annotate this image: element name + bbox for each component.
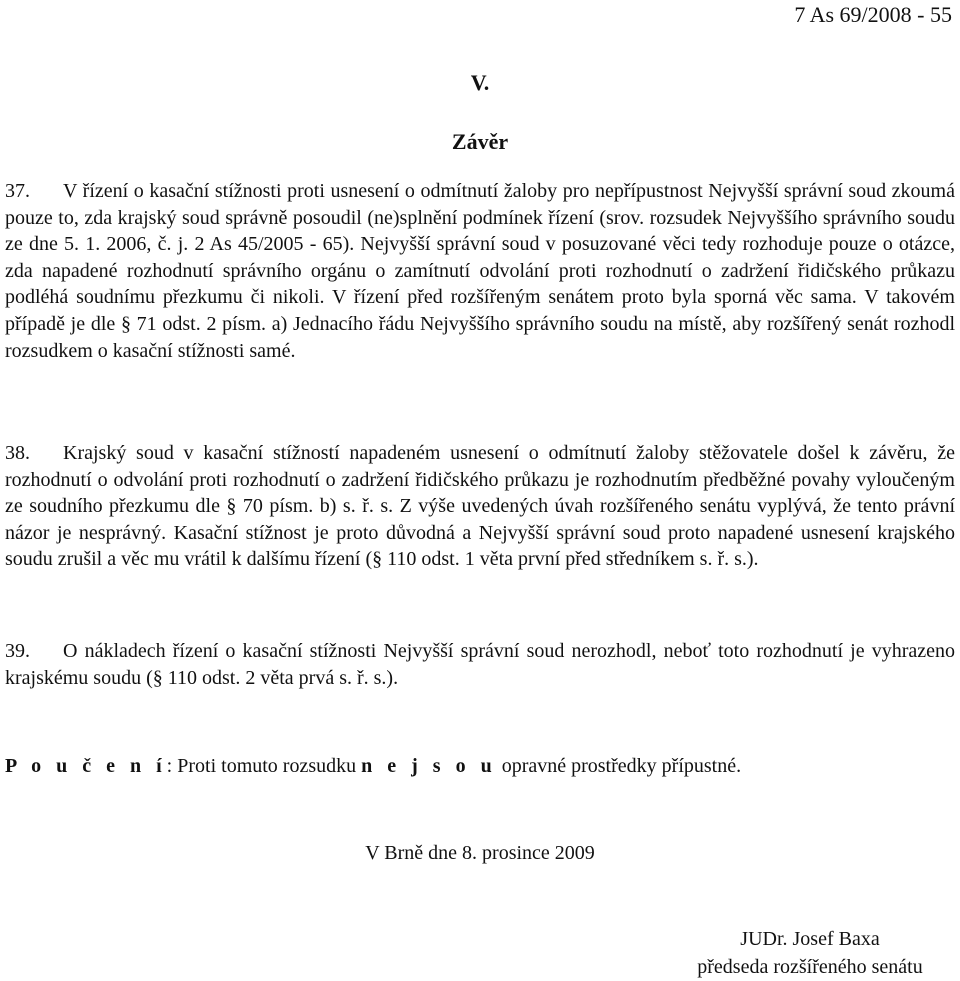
- section-number: V.: [470, 70, 490, 95]
- paragraph-38: [5, 440, 955, 573]
- signature-block: [670, 925, 950, 981]
- paragraph-text: Krajský soud v kasační stížností napadeném usnesení o odmítnutí žaloby stěžovatele došel k závěru, že rozhodnutí o odvolání proti rozhodnutí o zadržení řidičského průkazu je rozhodnutím předběžné povahy vyloučeným ze soudního přezkumu dle § 70 písm. b) s. ř. s. Z výše uvedených úvah rozšířeného senátu vyplývá, že tento právní názor je nesprávný. Kasační stížnost je proto důvodná a Nejvyšší správní soud proto napadené usnesení krajského soudu zrušil a věc mu vrátil k dalšímu řízení (§ 110 odst. 1 věta první před středníkem s. ř. s.).: [5, 442, 955, 571]
- legal-notice: [5, 755, 741, 778]
- place-and-date: V Brně dne 8. prosince 2009: [365, 842, 595, 864]
- section-title: Závěr: [451, 129, 509, 154]
- signatory-name: JUDr. Josef Baxa: [740, 928, 880, 950]
- notice-text-after: opravné prostředky přípustné.: [496, 755, 742, 777]
- paragraph-text: O nákladech řízení o kasační stížnosti Nejvyšší správní soud nerozhodl, neboť toto rozhodnutí je vyhrazeno krajskému soudu (§ 110 odst. 2 věta prvá s. ř. s.).: [5, 640, 955, 689]
- paragraph-37: [5, 178, 955, 364]
- notice-text-before: Proti tomuto rozsudku: [172, 755, 362, 777]
- paragraph-number: 38.: [5, 442, 30, 464]
- notice-label: P o u č e n í: [5, 755, 167, 777]
- paragraph-39: [5, 638, 955, 691]
- paragraph-number: 37.: [5, 180, 30, 202]
- notice-emphasis: n e j s o u: [361, 755, 497, 777]
- notice-separator: :: [166, 755, 173, 777]
- paragraph-text: V řízení o kasační stížnosti proti usnesení o odmítnutí žaloby pro nepřípustnost Nejvyšší správní soud zkoumá pouze to, zda krajský soud správně posoudil (ne)splnění podmínek řízení (srov. rozsudek Nejvyššího správního soudu ze dne 5. 1. 2006, č. j. 2 As 45/2005 - 65). Nejvyšší správní soud v posuzované věci tedy rozhoduje pouze o otázce, zda napadené rozhodnutí správního orgánu o zamítnutí odvolání proti rozhodnutí o zadržení řidičského průkazu podléhá soudnímu přezkumu či nikoli. V řízení před rozšířeným senátem proto byla sporná věc sama. V takovém případě je dle § 71 odst. 2 písm. a) Jednacího řádu Nejvyššího správního soudu na místě, aby rozšířený senát rozhodl rozsudkem o kasační stížnosti samé.: [5, 180, 955, 362]
- case-reference: 7 As 69/2008 - 55: [794, 2, 952, 27]
- paragraph-number: 39.: [5, 640, 30, 662]
- signatory-role: předseda rozšířeného senátu: [697, 956, 923, 978]
